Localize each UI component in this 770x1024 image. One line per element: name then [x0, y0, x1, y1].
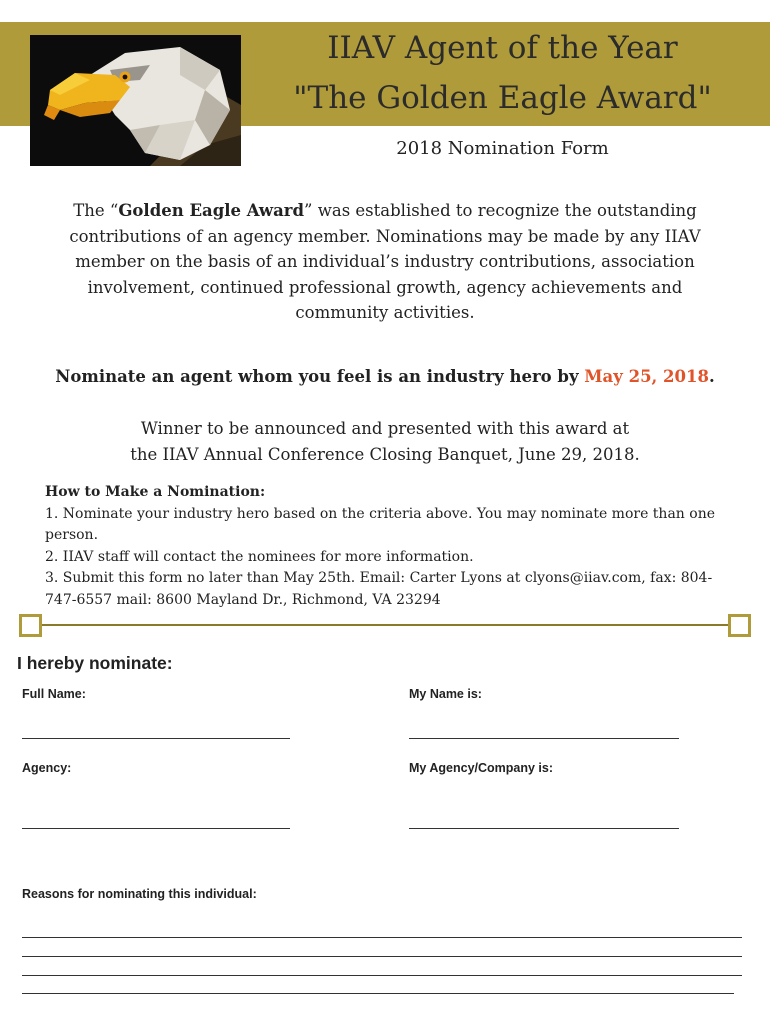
my-name-label: My Name is: — [409, 687, 482, 701]
divider-square-left — [19, 614, 42, 637]
my-agency-label: My Agency/Company is: — [409, 761, 554, 775]
intro-post: ” was established to recognize the outstanding contributions of an agency member. Nominations may be made by any IIAV member on the basis of an individual’s industry contributions, association involvement, continued professional growth, agency achievements and community activities. — [69, 201, 701, 322]
winner-announcement — [40, 416, 730, 467]
intro-award-name: Golden Eagle Award — [118, 201, 305, 220]
deadline-statement — [30, 367, 740, 386]
intro-pre: The “ — [73, 201, 119, 220]
deadline-date: May 25, 2018 — [584, 367, 709, 386]
eagle-icon — [30, 35, 241, 166]
divider-line — [40, 624, 730, 626]
intro-paragraph — [40, 198, 730, 326]
winner-line2: the IIAV Annual Conference Closing Banquet, June 29, 2018. — [130, 444, 640, 464]
page-title-line1: IIAV Agent of the Year — [327, 30, 678, 66]
my-agency-field[interactable] — [409, 828, 679, 829]
reasons-label: Reasons for nominating this individual: — [22, 887, 257, 901]
how-to-section — [45, 482, 725, 611]
form-subtitle: 2018 Nomination Form — [396, 138, 609, 159]
how-to-step-3: 3. Submit this form no later than May 25th. Email: Carter Lyons at clyons@iiav.com, fax: 804-747-6557 mail: 8600 Mayland Dr., Richmond, VA 23294 — [45, 570, 713, 608]
eagle-logo — [30, 35, 241, 166]
agency-field[interactable] — [22, 828, 290, 829]
full-name-label: Full Name: — [22, 687, 86, 701]
reasons-line-2[interactable] — [22, 956, 742, 957]
deadline-end: . — [708, 367, 715, 386]
page-title-line2: "The Golden Eagle Award" — [293, 80, 712, 116]
nominate-heading: I hereby nominate: — [17, 653, 173, 673]
reasons-line-4[interactable] — [22, 993, 734, 994]
agency-label: Agency: — [22, 761, 72, 775]
reasons-line-3[interactable] — [22, 975, 742, 976]
how-to-step-2: 2. IIAV staff will contact the nominees for more information. — [45, 548, 474, 565]
my-name-field[interactable] — [409, 738, 679, 739]
how-to-step-1: 1. Nominate your industry hero based on the criteria above. You may nominate more than one person. — [45, 505, 715, 543]
deadline-text: Nominate an agent whom you feel is an industry hero by — [55, 367, 585, 386]
how-to-title: How to Make a Nomination: — [45, 484, 266, 500]
reasons-line-1[interactable] — [22, 937, 742, 938]
divider-square-right — [728, 614, 751, 637]
full-name-field[interactable] — [22, 738, 290, 739]
winner-line1: Winner to be announced and presented with this award at — [140, 419, 630, 438]
